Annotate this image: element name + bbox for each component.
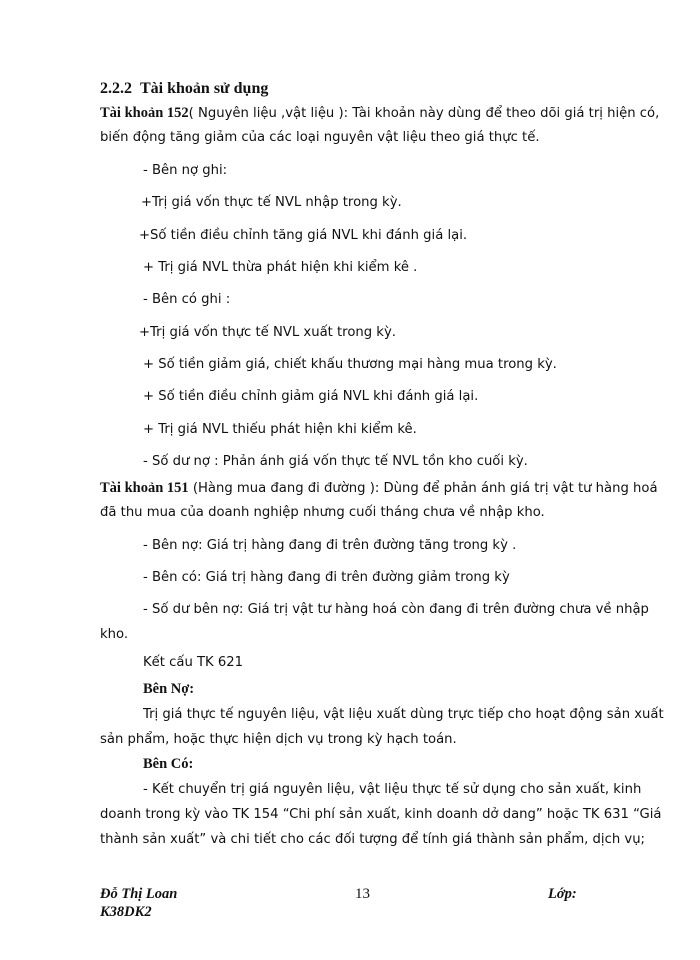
tk621-structure: Kết cấu TK 621 xyxy=(143,655,244,670)
tk152-intro-text: ( Nguyên liệu ,vật liệu ): Tài khoản này dùng để theo dõi giá trị hiện có, xyxy=(188,106,660,121)
tk152-debit-item: + Trị giá NVL thừa phát hiện khi kiểm kê . xyxy=(143,260,418,275)
footer-author: Đỗ Thị Loan xyxy=(100,886,178,902)
tk151-credit: - Bên có: Giá trị hàng đang đi trên đường giảm trong kỳ xyxy=(143,570,510,585)
tk621-credit-heading: Bên Có: xyxy=(143,756,194,772)
tk621-credit-line1: - Kết chuyển trị giá nguyên liệu, vật liệu thực tế sử dụng cho sản xuất, kinh xyxy=(143,782,642,797)
tk152-debit-item: +Số tiền điều chỉnh tăng giá NVL khi đánh giá lại. xyxy=(139,228,468,243)
tk151-debit: - Bên nợ: Giá trị hàng đang đi trên đường tăng trong kỳ . xyxy=(143,538,517,553)
tk621-credit-line3: thành sản xuất” và chi tiết cho các đối tượng để tính giá thành sản phẩm, dịch vụ; xyxy=(100,832,645,847)
tk151-intro-line2: đã thu mua của doanh nghiệp nhưng cuối tháng chưa về nhập kho. xyxy=(100,505,545,520)
tk152-credit-item: + Số tiền điều chỉnh giảm giá NVL khi đánh giá lại. xyxy=(143,389,479,404)
section-title: Tài khoản sử dụng xyxy=(140,80,269,97)
page-number: 13 xyxy=(355,886,370,902)
tk621-debit-heading: Bên Nợ: xyxy=(143,681,195,697)
tk152-credit-item: +Trị giá vốn thực tế NVL xuất trong kỳ. xyxy=(139,325,396,340)
tk621-debit-line1: Trị giá thực tế nguyên liệu, vật liệu xuất dùng trực tiếp cho hoạt động sản xuất xyxy=(143,707,664,722)
tk151-balance-line1: - Số dư bên nợ: Giá trị vật tư hàng hoá còn đang đi trên đường chưa về nhập xyxy=(143,602,649,617)
section-number: 2.2.2 xyxy=(100,80,132,97)
tk152-credit-item: + Trị giá NVL thiếu phát hiện khi kiểm kê. xyxy=(143,422,417,437)
tk151-label: Tài khoản 151 xyxy=(100,480,189,496)
tk151-intro-text: (Hàng mua đang đi đường ): Dùng để phản ánh giá trị vật tư hàng hoá xyxy=(188,481,658,496)
tk151-intro xyxy=(100,479,658,498)
tk152-intro xyxy=(100,104,660,123)
tk152-credit-heading: - Bên có ghi : xyxy=(143,292,231,307)
tk151-balance-line2: kho. xyxy=(100,627,129,642)
tk152-debit-heading: - Bên nợ ghi: xyxy=(143,163,228,178)
tk152-intro-line2: biến động tăng giảm của các loại nguyên vật liệu theo giá thực tế. xyxy=(100,130,540,145)
tk621-debit-line2: sản phẩm, hoặc thực hiện dịch vụ trong kỳ hạch toán. xyxy=(100,732,457,747)
section-heading xyxy=(100,80,268,98)
footer-class-label: Lớp: xyxy=(548,886,577,902)
tk152-credit-item: + Số tiền giảm giá, chiết khấu thương mại hàng mua trong kỳ. xyxy=(143,357,557,372)
tk152-debit-item: +Trị giá vốn thực tế NVL nhập trong kỳ. xyxy=(141,195,402,210)
tk152-label: Tài khoản 152 xyxy=(100,105,189,121)
tk152-balance: - Số dư nợ : Phản ánh giá vốn thực tế NVL tồn kho cuối kỳ. xyxy=(143,454,528,469)
tk621-credit-line2: doanh trong kỳ vào TK 154 “Chi phí sản xuất, kinh doanh dở dang” hoặc TK 631 “Giá xyxy=(100,807,662,822)
footer-class-code: K38DK2 xyxy=(100,904,152,920)
